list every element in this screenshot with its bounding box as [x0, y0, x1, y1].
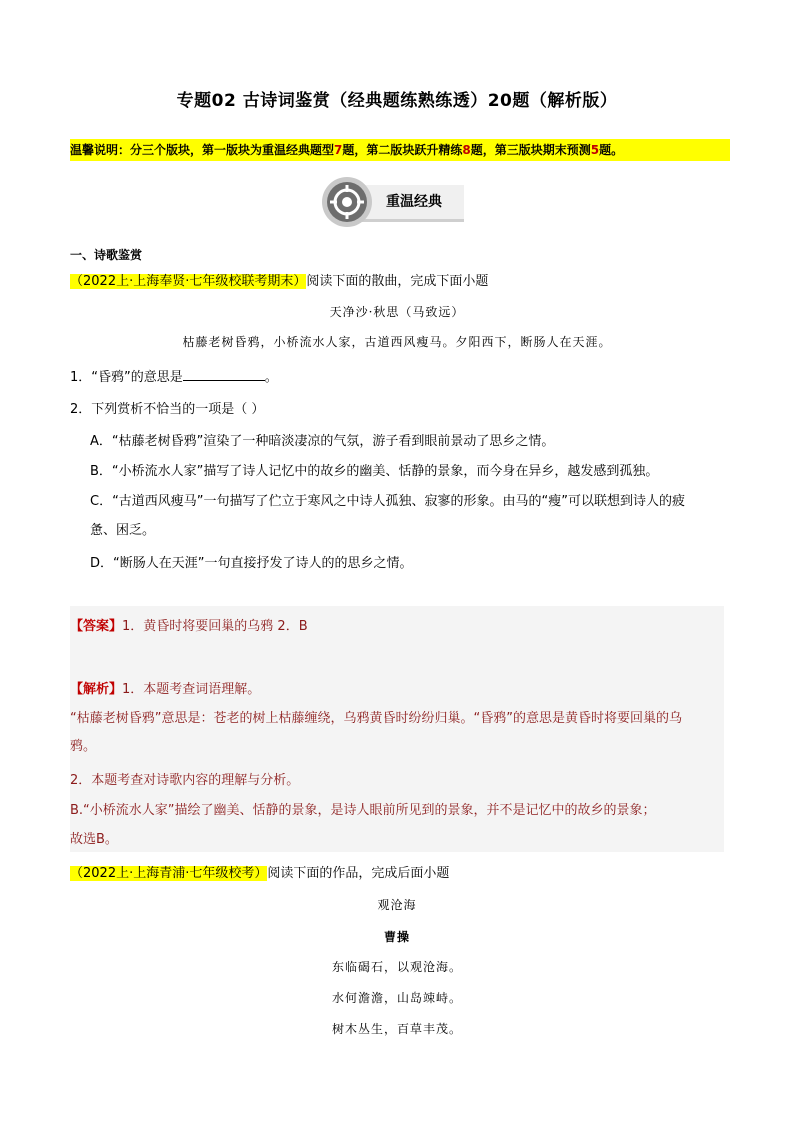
- instruction: 阅读下面的作品，完成后面小题: [267, 866, 450, 881]
- poem-line: 水何澹澹，山岛竦峙。: [331, 991, 462, 1005]
- question-source-line-2: [70, 862, 449, 881]
- notice-banner: [70, 139, 730, 161]
- notice-prefix: 温馨说明：分三个版块，第一版块为重温经典题型: [70, 143, 335, 157]
- poem-author: 曹操: [383, 930, 410, 944]
- page-title: 专题02 古诗词鉴赏（经典题练熟练透）20题（解析版）: [176, 91, 618, 111]
- poem-title-2: 观沧海: [377, 898, 417, 912]
- analysis-text: 故选B。: [70, 832, 118, 847]
- notice-mid-2: 题，第三版块期末预测: [470, 143, 591, 157]
- notice-count-3: 5: [590, 143, 600, 157]
- notice-count-1: 7: [334, 143, 343, 157]
- notice-count-2: 8: [462, 143, 471, 157]
- answer-block: [70, 606, 724, 852]
- option-a: A．“枯藤老树昏鸦”渲染了一种暗淡凄凉的气氛，游子看到眼前景动了思乡之情。: [90, 434, 555, 449]
- section-banner: [322, 177, 470, 227]
- notice-suffix: 题。: [599, 143, 624, 157]
- section-heading: 一、诗歌鉴赏: [70, 248, 143, 262]
- source-tag: （2022上·上海青浦·七年级校考）: [70, 866, 268, 881]
- section-banner-label: 重温经典: [386, 193, 442, 209]
- option-c: C．“古道西风瘦马”一句描写了伫立于寒风之中诗人孤独、寂寥的形象。由马的“瘦”可以联想到诗人的疲: [90, 494, 686, 509]
- analysis-text: 鸦。: [70, 739, 97, 754]
- poem-title: 天净沙·秋思（马致远）: [329, 305, 465, 319]
- question-source-line: [70, 270, 488, 289]
- notice-mid-1: 题，第二版块跃升精练: [342, 143, 463, 157]
- poem-body: 枯藤老树昏鸦，小桥流水人家，古道西风瘦马。夕阳西下，断肠人在天涯。: [182, 335, 612, 349]
- poem-line: 树木丛生，百草丰茂。: [331, 1022, 462, 1036]
- question-1: 1．“昏鸦”的意思是 。: [70, 370, 278, 385]
- analysis-text: 2．本题考查对诗歌内容的理解与分析。: [70, 773, 300, 788]
- option-b: B．“小桥流水人家”描写了诗人记忆中的故乡的幽美、恬静的景象，而今身在异乡，越发感到孤独。: [90, 464, 659, 479]
- analysis-text: “枯藤老树昏鸦”意思是：苍老的树上枯藤缠绕，乌鸦黄昏时纷纷归巢。“昏鸦”的意思是黄昏时将要回巢的乌: [70, 711, 682, 726]
- analysis-text: B.“小桥流水人家”描绘了幽美、恬静的景象，是诗人眼前所见到的景象，并不是记忆中的故乡的景象；: [70, 803, 656, 818]
- option-c-continued: 惫、困乏。: [90, 523, 156, 538]
- instruction: 阅读下面的散曲，完成下面小题: [306, 274, 489, 289]
- answer-line: 【答案】1．黄昏时将要回巢的乌鸦 2．B: [70, 619, 308, 634]
- crosshair-icon: [327, 182, 367, 222]
- source-tag: （2022上·上海奉贤·七年级校联考期末）: [70, 274, 307, 289]
- answer-blank: [183, 368, 265, 381]
- target-icon: [322, 177, 372, 227]
- poem-line: 东临碣石，以观沧海。: [331, 960, 462, 974]
- question-2: 2．下列赏析不恰当的一项是（ ）: [70, 402, 265, 417]
- option-d: D．“断肠人在天涯”一句直接抒发了诗人的的思乡之情。: [90, 556, 413, 571]
- analysis-line: 【解析】1．本题考查词语理解。: [70, 682, 261, 697]
